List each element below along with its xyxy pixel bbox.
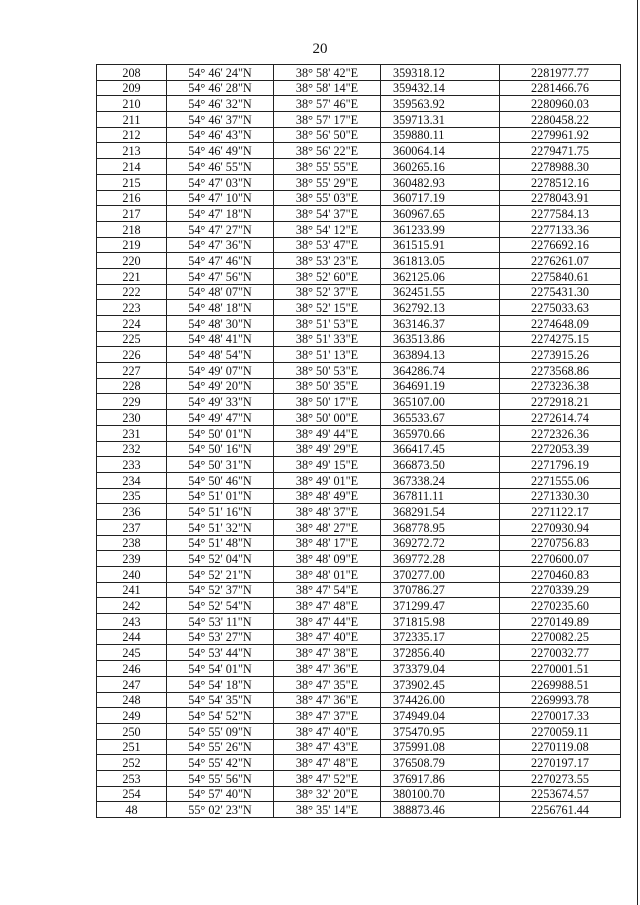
- x-coordinate-cell: 370277.00: [381, 567, 500, 583]
- longitude-cell: 38° 47' 44"E: [274, 614, 381, 630]
- longitude-cell: 38° 54' 12"E: [274, 221, 381, 237]
- y-coordinate-cell: 2279961.92: [500, 127, 621, 143]
- x-coordinate-cell: 366873.50: [381, 457, 500, 473]
- latitude-cell: 54° 49' 33"N: [167, 394, 274, 410]
- longitude-cell: 38° 51' 33"E: [274, 331, 381, 347]
- y-coordinate-cell: 2270059.11: [500, 723, 621, 739]
- longitude-cell: 38° 47' 37"E: [274, 708, 381, 724]
- point-number-cell: 210: [97, 96, 167, 112]
- table-row: [97, 770, 621, 786]
- longitude-cell: 38° 55' 29"E: [274, 174, 381, 190]
- point-number-cell: 213: [97, 143, 167, 159]
- longitude-cell: 38° 56' 50"E: [274, 127, 381, 143]
- x-coordinate-cell: 370786.27: [381, 582, 500, 598]
- latitude-cell: 54° 51' 32"N: [167, 519, 274, 535]
- table-row: [97, 221, 621, 237]
- table-row: [97, 598, 621, 614]
- table-row: [97, 614, 621, 630]
- latitude-cell: 54° 55' 09"N: [167, 723, 274, 739]
- longitude-cell: 38° 57' 17"E: [274, 112, 381, 128]
- point-number-cell: 209: [97, 80, 167, 96]
- latitude-cell: 54° 50' 16"N: [167, 441, 274, 457]
- y-coordinate-cell: 2270119.08: [500, 739, 621, 755]
- x-coordinate-cell: 369772.28: [381, 551, 500, 567]
- longitude-cell: 38° 56' 22"E: [274, 143, 381, 159]
- longitude-cell: 38° 47' 48"E: [274, 598, 381, 614]
- table-row: [97, 708, 621, 724]
- latitude-cell: 54° 46' 55"N: [167, 159, 274, 175]
- latitude-cell: 54° 47' 56"N: [167, 268, 274, 284]
- y-coordinate-cell: 2278512.16: [500, 174, 621, 190]
- table-row: [97, 112, 621, 128]
- x-coordinate-cell: 376508.79: [381, 755, 500, 771]
- longitude-cell: 38° 51' 13"E: [274, 347, 381, 363]
- x-coordinate-cell: 372335.17: [381, 629, 500, 645]
- table-row: [97, 300, 621, 316]
- longitude-cell: 38° 47' 43"E: [274, 739, 381, 755]
- point-number-cell: 243: [97, 614, 167, 630]
- point-number-cell: 249: [97, 708, 167, 724]
- longitude-cell: 38° 47' 54"E: [274, 582, 381, 598]
- x-coordinate-cell: 375470.95: [381, 723, 500, 739]
- latitude-cell: 54° 55' 26"N: [167, 739, 274, 755]
- x-coordinate-cell: 359432.14: [381, 80, 500, 96]
- longitude-cell: 38° 50' 53"E: [274, 363, 381, 379]
- longitude-cell: 38° 50' 35"E: [274, 378, 381, 394]
- x-coordinate-cell: 361233.99: [381, 221, 500, 237]
- x-coordinate-cell: 374949.04: [381, 708, 500, 724]
- point-number-cell: 224: [97, 316, 167, 332]
- point-number-cell: 222: [97, 284, 167, 300]
- x-coordinate-cell: 372856.40: [381, 645, 500, 661]
- y-coordinate-cell: 2272053.39: [500, 441, 621, 457]
- x-coordinate-cell: 369272.72: [381, 535, 500, 551]
- table-row: [97, 143, 621, 159]
- latitude-cell: 54° 52' 21"N: [167, 567, 274, 583]
- longitude-cell: 38° 48' 01"E: [274, 567, 381, 583]
- table-row: [97, 519, 621, 535]
- longitude-cell: 38° 55' 55"E: [274, 159, 381, 175]
- x-coordinate-cell: 380100.70: [381, 786, 500, 802]
- longitude-cell: 38° 48' 49"E: [274, 488, 381, 504]
- latitude-cell: 54° 53' 44"N: [167, 645, 274, 661]
- latitude-cell: 54° 54' 35"N: [167, 692, 274, 708]
- latitude-cell: 54° 52' 54"N: [167, 598, 274, 614]
- latitude-cell: 54° 46' 43"N: [167, 127, 274, 143]
- point-number-cell: 48: [97, 802, 167, 818]
- table-row: [97, 441, 621, 457]
- y-coordinate-cell: 2270930.94: [500, 519, 621, 535]
- point-number-cell: 241: [97, 582, 167, 598]
- point-number-cell: 238: [97, 535, 167, 551]
- table-row: [97, 80, 621, 96]
- longitude-cell: 38° 47' 38"E: [274, 645, 381, 661]
- latitude-cell: 54° 50' 01"N: [167, 425, 274, 441]
- point-number-cell: 254: [97, 786, 167, 802]
- y-coordinate-cell: 2270339.29: [500, 582, 621, 598]
- y-coordinate-cell: 2270149.89: [500, 614, 621, 630]
- latitude-cell: 54° 54' 52"N: [167, 708, 274, 724]
- longitude-cell: 38° 52' 60"E: [274, 268, 381, 284]
- coordinates-table-body: [97, 65, 621, 818]
- point-number-cell: 219: [97, 237, 167, 253]
- y-coordinate-cell: 2270460.83: [500, 567, 621, 583]
- point-number-cell: 217: [97, 206, 167, 222]
- point-number-cell: 234: [97, 472, 167, 488]
- point-number-cell: 246: [97, 661, 167, 677]
- y-coordinate-cell: 2270001.51: [500, 661, 621, 677]
- x-coordinate-cell: 359880.11: [381, 127, 500, 143]
- longitude-cell: 38° 49' 01"E: [274, 472, 381, 488]
- point-number-cell: 229: [97, 394, 167, 410]
- y-coordinate-cell: 2272326.36: [500, 425, 621, 441]
- table-row: [97, 723, 621, 739]
- x-coordinate-cell: 368291.54: [381, 504, 500, 520]
- point-number-cell: 211: [97, 112, 167, 128]
- point-number-cell: 227: [97, 363, 167, 379]
- y-coordinate-cell: 2281977.77: [500, 65, 621, 81]
- point-number-cell: 252: [97, 755, 167, 771]
- latitude-cell: 54° 52' 37"N: [167, 582, 274, 598]
- table-row: [97, 316, 621, 332]
- point-number-cell: 250: [97, 723, 167, 739]
- longitude-cell: 38° 47' 40"E: [274, 723, 381, 739]
- y-coordinate-cell: 2275840.61: [500, 268, 621, 284]
- point-number-cell: 245: [97, 645, 167, 661]
- x-coordinate-cell: 360717.19: [381, 190, 500, 206]
- x-coordinate-cell: 362451.55: [381, 284, 500, 300]
- y-coordinate-cell: 2269993.78: [500, 692, 621, 708]
- table-row: [97, 629, 621, 645]
- y-coordinate-cell: 2270017.33: [500, 708, 621, 724]
- point-number-cell: 248: [97, 692, 167, 708]
- table-row: [97, 268, 621, 284]
- table-row: [97, 206, 621, 222]
- y-coordinate-cell: 2270197.17: [500, 755, 621, 771]
- x-coordinate-cell: 359318.12: [381, 65, 500, 81]
- table-row: [97, 692, 621, 708]
- x-coordinate-cell: 362125.06: [381, 268, 500, 284]
- longitude-cell: 38° 47' 35"E: [274, 676, 381, 692]
- point-number-cell: 236: [97, 504, 167, 520]
- x-coordinate-cell: 361515.91: [381, 237, 500, 253]
- longitude-cell: 38° 47' 40"E: [274, 629, 381, 645]
- latitude-cell: 54° 55' 42"N: [167, 755, 274, 771]
- table-row: [97, 472, 621, 488]
- point-number-cell: 225: [97, 331, 167, 347]
- y-coordinate-cell: 2277584.13: [500, 206, 621, 222]
- table-row: [97, 645, 621, 661]
- y-coordinate-cell: 2271330.30: [500, 488, 621, 504]
- y-coordinate-cell: 2256761.44: [500, 802, 621, 818]
- x-coordinate-cell: 367811.11: [381, 488, 500, 504]
- latitude-cell: 54° 52' 04"N: [167, 551, 274, 567]
- y-coordinate-cell: 2269988.51: [500, 676, 621, 692]
- longitude-cell: 38° 58' 42"E: [274, 65, 381, 81]
- latitude-cell: 54° 57' 40"N: [167, 786, 274, 802]
- point-number-cell: 231: [97, 425, 167, 441]
- table-row: [97, 739, 621, 755]
- y-coordinate-cell: 2273915.26: [500, 347, 621, 363]
- y-coordinate-cell: 2276692.16: [500, 237, 621, 253]
- x-coordinate-cell: 365533.67: [381, 410, 500, 426]
- latitude-cell: 54° 48' 30"N: [167, 316, 274, 332]
- latitude-cell: 54° 49' 07"N: [167, 363, 274, 379]
- y-coordinate-cell: 2272918.21: [500, 394, 621, 410]
- x-coordinate-cell: 360482.93: [381, 174, 500, 190]
- y-coordinate-cell: 2278988.30: [500, 159, 621, 175]
- point-number-cell: 214: [97, 159, 167, 175]
- table-row: [97, 661, 621, 677]
- point-number-cell: 232: [97, 441, 167, 457]
- y-coordinate-cell: 2273568.86: [500, 363, 621, 379]
- x-coordinate-cell: 363146.37: [381, 316, 500, 332]
- latitude-cell: 54° 47' 36"N: [167, 237, 274, 253]
- table-row: [97, 488, 621, 504]
- latitude-cell: 55° 02' 23"N: [167, 802, 274, 818]
- point-number-cell: 223: [97, 300, 167, 316]
- table-row: [97, 363, 621, 379]
- y-coordinate-cell: 2270082.25: [500, 629, 621, 645]
- page-frame-edge: [637, 0, 638, 905]
- latitude-cell: 54° 50' 46"N: [167, 472, 274, 488]
- longitude-cell: 38° 58' 14"E: [274, 80, 381, 96]
- longitude-cell: 38° 47' 48"E: [274, 755, 381, 771]
- table-row: [97, 802, 621, 818]
- table-row: [97, 755, 621, 771]
- latitude-cell: 54° 49' 20"N: [167, 378, 274, 394]
- table-row: [97, 96, 621, 112]
- latitude-cell: 54° 46' 37"N: [167, 112, 274, 128]
- longitude-cell: 38° 53' 47"E: [274, 237, 381, 253]
- table-row: [97, 786, 621, 802]
- x-coordinate-cell: 373379.04: [381, 661, 500, 677]
- table-row: [97, 190, 621, 206]
- longitude-cell: 38° 47' 36"E: [274, 661, 381, 677]
- x-coordinate-cell: 360265.16: [381, 159, 500, 175]
- x-coordinate-cell: 375991.08: [381, 739, 500, 755]
- latitude-cell: 54° 50' 31"N: [167, 457, 274, 473]
- x-coordinate-cell: 363513.86: [381, 331, 500, 347]
- y-coordinate-cell: 2278043.91: [500, 190, 621, 206]
- y-coordinate-cell: 2279471.75: [500, 143, 621, 159]
- x-coordinate-cell: 365107.00: [381, 394, 500, 410]
- y-coordinate-cell: 2271122.17: [500, 504, 621, 520]
- point-number-cell: 220: [97, 253, 167, 269]
- table-row: [97, 174, 621, 190]
- x-coordinate-cell: 367338.24: [381, 472, 500, 488]
- x-coordinate-cell: 364286.74: [381, 363, 500, 379]
- point-number-cell: 251: [97, 739, 167, 755]
- longitude-cell: 38° 50' 17"E: [274, 394, 381, 410]
- point-number-cell: 228: [97, 378, 167, 394]
- longitude-cell: 38° 54' 37"E: [274, 206, 381, 222]
- table-row: [97, 159, 621, 175]
- table-row: [97, 284, 621, 300]
- table-row: [97, 567, 621, 583]
- table-row: [97, 331, 621, 347]
- longitude-cell: 38° 57' 46"E: [274, 96, 381, 112]
- latitude-cell: 54° 48' 07"N: [167, 284, 274, 300]
- table-row: [97, 394, 621, 410]
- y-coordinate-cell: 2280458.22: [500, 112, 621, 128]
- latitude-cell: 54° 48' 18"N: [167, 300, 274, 316]
- latitude-cell: 54° 46' 28"N: [167, 80, 274, 96]
- latitude-cell: 54° 48' 41"N: [167, 331, 274, 347]
- point-number-cell: 244: [97, 629, 167, 645]
- point-number-cell: 237: [97, 519, 167, 535]
- y-coordinate-cell: 2274275.15: [500, 331, 621, 347]
- table-row: [97, 425, 621, 441]
- latitude-cell: 54° 51' 48"N: [167, 535, 274, 551]
- table-row: [97, 676, 621, 692]
- latitude-cell: 54° 51' 16"N: [167, 504, 274, 520]
- x-coordinate-cell: 361813.05: [381, 253, 500, 269]
- latitude-cell: 54° 47' 10"N: [167, 190, 274, 206]
- longitude-cell: 38° 49' 29"E: [274, 441, 381, 457]
- latitude-cell: 54° 47' 46"N: [167, 253, 274, 269]
- x-coordinate-cell: 359713.31: [381, 112, 500, 128]
- longitude-cell: 38° 49' 15"E: [274, 457, 381, 473]
- x-coordinate-cell: 371815.98: [381, 614, 500, 630]
- coordinates-table: [96, 64, 621, 818]
- y-coordinate-cell: 2270756.83: [500, 535, 621, 551]
- point-number-cell: 247: [97, 676, 167, 692]
- latitude-cell: 54° 46' 49"N: [167, 143, 274, 159]
- y-coordinate-cell: 2270273.55: [500, 770, 621, 786]
- x-coordinate-cell: 363894.13: [381, 347, 500, 363]
- table-row: [97, 582, 621, 598]
- y-coordinate-cell: 2270235.60: [500, 598, 621, 614]
- table-row: [97, 457, 621, 473]
- table-row: [97, 65, 621, 81]
- table-row: [97, 410, 621, 426]
- latitude-cell: 54° 48' 54"N: [167, 347, 274, 363]
- x-coordinate-cell: 376917.86: [381, 770, 500, 786]
- x-coordinate-cell: 373902.45: [381, 676, 500, 692]
- point-number-cell: 218: [97, 221, 167, 237]
- point-number-cell: 239: [97, 551, 167, 567]
- point-number-cell: 226: [97, 347, 167, 363]
- y-coordinate-cell: 2275033.63: [500, 300, 621, 316]
- point-number-cell: 242: [97, 598, 167, 614]
- point-number-cell: 240: [97, 567, 167, 583]
- latitude-cell: 54° 47' 27"N: [167, 221, 274, 237]
- longitude-cell: 38° 47' 52"E: [274, 770, 381, 786]
- longitude-cell: 38° 52' 37"E: [274, 284, 381, 300]
- latitude-cell: 54° 53' 11"N: [167, 614, 274, 630]
- x-coordinate-cell: 366417.45: [381, 441, 500, 457]
- page-number: 20: [312, 41, 328, 57]
- point-number-cell: 233: [97, 457, 167, 473]
- table-row: [97, 347, 621, 363]
- x-coordinate-cell: 360967.65: [381, 206, 500, 222]
- longitude-cell: 38° 32' 20"E: [274, 786, 381, 802]
- latitude-cell: 54° 54' 01"N: [167, 661, 274, 677]
- x-coordinate-cell: 359563.92: [381, 96, 500, 112]
- longitude-cell: 38° 48' 17"E: [274, 535, 381, 551]
- longitude-cell: 38° 51' 53"E: [274, 316, 381, 332]
- latitude-cell: 54° 49' 47"N: [167, 410, 274, 426]
- x-coordinate-cell: 364691.19: [381, 378, 500, 394]
- point-number-cell: 253: [97, 770, 167, 786]
- point-number-cell: 216: [97, 190, 167, 206]
- latitude-cell: 54° 47' 03"N: [167, 174, 274, 190]
- table-row: [97, 551, 621, 567]
- latitude-cell: 54° 46' 24"N: [167, 65, 274, 81]
- y-coordinate-cell: 2273236.38: [500, 378, 621, 394]
- point-number-cell: 215: [97, 174, 167, 190]
- point-number-cell: 221: [97, 268, 167, 284]
- y-coordinate-cell: 2281466.76: [500, 80, 621, 96]
- latitude-cell: 54° 47' 18"N: [167, 206, 274, 222]
- longitude-cell: 38° 55' 03"E: [274, 190, 381, 206]
- y-coordinate-cell: 2274648.09: [500, 316, 621, 332]
- y-coordinate-cell: 2270600.07: [500, 551, 621, 567]
- latitude-cell: 54° 51' 01"N: [167, 488, 274, 504]
- table-row: [97, 378, 621, 394]
- table-row: [97, 504, 621, 520]
- y-coordinate-cell: 2275431.30: [500, 284, 621, 300]
- point-number-cell: 212: [97, 127, 167, 143]
- y-coordinate-cell: 2253674.57: [500, 786, 621, 802]
- latitude-cell: 54° 54' 18"N: [167, 676, 274, 692]
- y-coordinate-cell: 2276261.07: [500, 253, 621, 269]
- longitude-cell: 38° 47' 36"E: [274, 692, 381, 708]
- longitude-cell: 38° 48' 09"E: [274, 551, 381, 567]
- longitude-cell: 38° 48' 37"E: [274, 504, 381, 520]
- point-number-cell: 230: [97, 410, 167, 426]
- longitude-cell: 38° 35' 14"E: [274, 802, 381, 818]
- y-coordinate-cell: 2280960.03: [500, 96, 621, 112]
- x-coordinate-cell: 362792.13: [381, 300, 500, 316]
- x-coordinate-cell: 360064.14: [381, 143, 500, 159]
- latitude-cell: 54° 55' 56"N: [167, 770, 274, 786]
- latitude-cell: 54° 53' 27"N: [167, 629, 274, 645]
- x-coordinate-cell: 368778.95: [381, 519, 500, 535]
- point-number-cell: 235: [97, 488, 167, 504]
- longitude-cell: 38° 53' 23"E: [274, 253, 381, 269]
- latitude-cell: 54° 46' 32"N: [167, 96, 274, 112]
- point-number-cell: 208: [97, 65, 167, 81]
- x-coordinate-cell: 374426.00: [381, 692, 500, 708]
- longitude-cell: 38° 49' 44"E: [274, 425, 381, 441]
- x-coordinate-cell: 388873.46: [381, 802, 500, 818]
- table-row: [97, 535, 621, 551]
- table-row: [97, 127, 621, 143]
- x-coordinate-cell: 371299.47: [381, 598, 500, 614]
- x-coordinate-cell: 365970.66: [381, 425, 500, 441]
- longitude-cell: 38° 48' 27"E: [274, 519, 381, 535]
- y-coordinate-cell: 2271796.19: [500, 457, 621, 473]
- y-coordinate-cell: 2272614.74: [500, 410, 621, 426]
- table-row: [97, 253, 621, 269]
- y-coordinate-cell: 2271555.06: [500, 472, 621, 488]
- y-coordinate-cell: 2270032.77: [500, 645, 621, 661]
- y-coordinate-cell: 2277133.36: [500, 221, 621, 237]
- longitude-cell: 38° 52' 15"E: [274, 300, 381, 316]
- table-row: [97, 237, 621, 253]
- longitude-cell: 38° 50' 00"E: [274, 410, 381, 426]
